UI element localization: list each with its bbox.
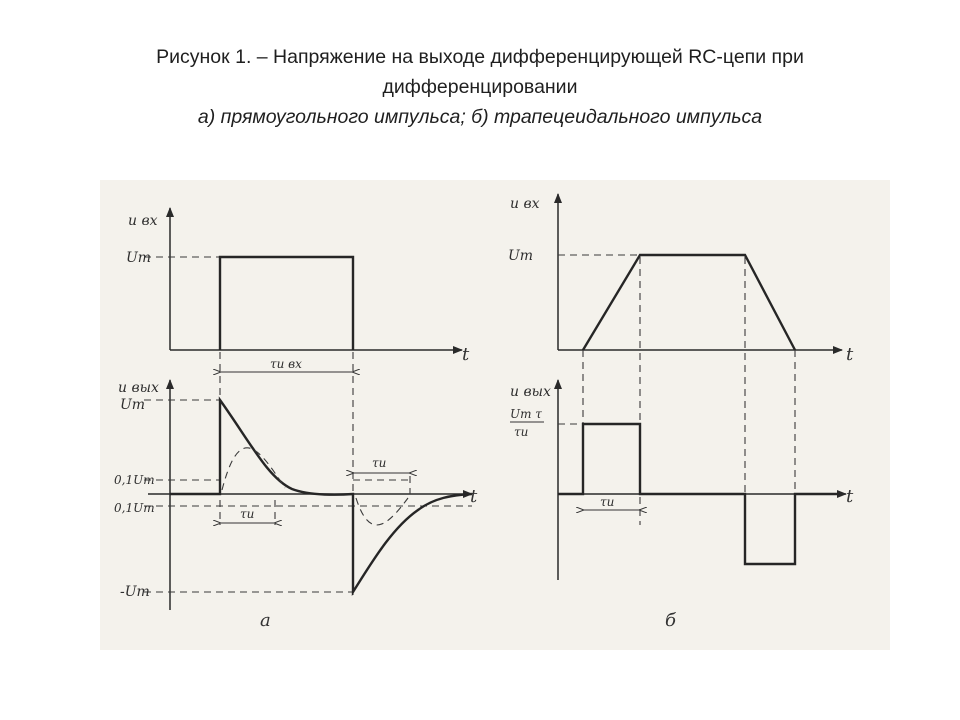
panel-b-output-graph	[510, 380, 854, 631]
caption-line-1: Рисунок 1. – Напряжение на выходе дифференцирующей RC-цепи при	[156, 46, 804, 68]
panel-b-input-y-label: u вх	[510, 196, 540, 212]
panel-a-input-t-label: t	[462, 344, 470, 365]
figure-caption	[0, 42, 960, 132]
panel-a-output-graph	[114, 380, 478, 631]
panel-a-um-label: Um	[126, 250, 152, 266]
panel-b-output-t-label: t	[846, 486, 854, 507]
panel-a-plus-level-label: 0,1Um	[114, 473, 155, 487]
panel-b-tau-label: τи	[600, 495, 615, 509]
panel-b	[508, 194, 854, 631]
panel-b-output-y-label: u вых	[510, 384, 551, 400]
panel-b-level-numerator: Um τ	[510, 407, 542, 421]
caption-line-3: а) прямоугольного импульса; б) трапецеидального импульса	[197, 106, 763, 128]
panel-a-minus-level-label: 0,1Um	[114, 501, 155, 515]
panel-a-letter: а	[260, 610, 271, 631]
panel-b-level-denominator: τи	[514, 425, 529, 439]
panel-a-input-y-label: u вх	[128, 213, 158, 229]
panel-a-minus-peak-label: -Um	[120, 584, 150, 600]
panel-a-input-graph	[126, 208, 470, 595]
panel-b-letter: б	[665, 610, 676, 631]
panel-a-output-y-label: u вых	[118, 380, 159, 396]
panel-a	[114, 208, 478, 631]
panel-a-output-top-label: Um	[120, 397, 146, 413]
panel-b-um-label: Um	[508, 248, 534, 264]
panel-a-tau2-label: τи	[372, 456, 387, 470]
waveform-diagram	[100, 180, 890, 650]
panel-a-tau1-label: τи	[240, 507, 255, 521]
panel-a-rect-pulse	[220, 257, 353, 350]
panel-a-output-curve	[170, 400, 472, 592]
panel-a-pulse-width-label: τи вх	[270, 357, 302, 371]
panel-b-input-graph	[508, 194, 854, 525]
panel-a-positive-overshoot	[222, 448, 285, 490]
panel-a-output-t-label: t	[470, 486, 478, 507]
panel-a-negative-overshoot	[356, 498, 408, 525]
panel-b-trapezoid-pulse	[583, 255, 795, 350]
panel-b-input-t-label: t	[846, 344, 854, 365]
caption-line-2: дифференцировании	[382, 76, 578, 98]
scanned-figure	[100, 180, 890, 650]
